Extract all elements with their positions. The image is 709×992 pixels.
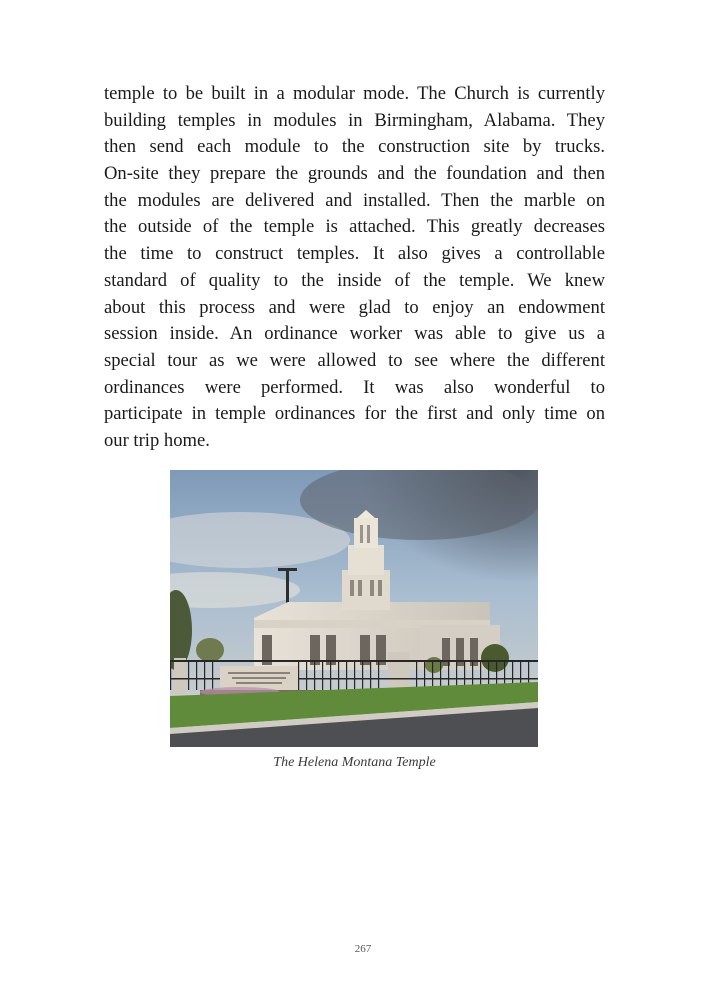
text-line: session inside. An ordinance worker was able to give us a <box>104 323 605 345</box>
text-line: special tour as we were allowed to see where the different <box>104 349 605 371</box>
text-line: ordinances were performed. It was also wonderful to <box>104 376 605 398</box>
text-line: building temples in modules in Birmingham, Alabama. They <box>104 109 605 131</box>
temple-photo <box>170 470 538 747</box>
text-line: temple to be built in a modular mode. The Church is currently <box>104 83 605 104</box>
body-paragraph <box>104 81 605 455</box>
text-line: the time to construct temples. It also gives a controllable <box>104 243 605 265</box>
text-line: the modules are delivered and installed. Then the marble on <box>104 189 605 211</box>
figure-caption: The Helena Montana Temple <box>273 755 436 770</box>
page-number: 267 <box>354 943 372 955</box>
text-line: the outside of the temple is attached. This greatly decreases <box>104 216 605 238</box>
text-line: participate in temple ordinances for the first and only time on <box>104 403 605 425</box>
text-line: about this process and were glad to enjoy an endowment <box>104 296 605 318</box>
text-line: our trip home. <box>104 429 210 451</box>
text-line: then send each module to the construction site by trucks. <box>104 136 605 158</box>
text-line: On-site they prepare the grounds and the foundation and then <box>104 163 605 185</box>
text-line: standard of quality to the inside of the temple. We knew <box>104 269 605 291</box>
